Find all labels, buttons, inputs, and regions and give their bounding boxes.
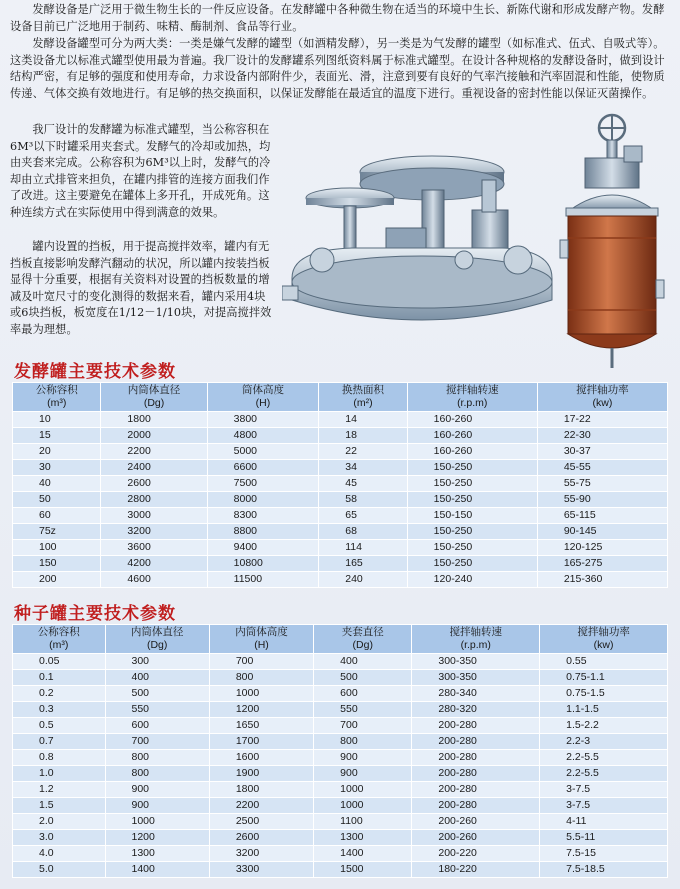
seed-header-text: (m³)	[49, 639, 69, 651]
fermenter-table-cell: 165-275	[537, 556, 667, 572]
seed-table-cell: 800	[105, 766, 209, 782]
seed-table-cell: 3.0	[13, 830, 106, 846]
seed-table-cell: 1500	[314, 862, 412, 878]
seed-header-text: 夹套直径	[341, 626, 384, 638]
fermenter-table-row	[13, 476, 668, 492]
fermenter-table-cell: 1800	[101, 412, 207, 428]
seed-table-cell: 1200	[209, 702, 313, 718]
seed-table-header	[13, 625, 668, 654]
fermenter-table-cell: 58	[319, 492, 407, 508]
seed-table-cell: 3200	[209, 846, 313, 862]
seed-table-cell: 700	[314, 718, 412, 734]
seed-table-cell: 5.5-11	[540, 830, 668, 846]
seed-header-text: (Dg)	[146, 639, 168, 651]
seed-table-row	[13, 750, 668, 766]
seed-table-cell: 300-350	[412, 654, 540, 670]
seed-header-text: 内筒体高度	[235, 626, 288, 638]
fermenter-table-cell: 4800	[207, 428, 319, 444]
fermenter-table-cell: 160-260	[407, 444, 537, 460]
seed-table-cell: 180-220	[412, 862, 540, 878]
seed-table-cell: 2.2-5.5	[540, 750, 668, 766]
seed-table-cell: 800	[209, 670, 313, 686]
fermenter-table-cell: 240	[319, 572, 407, 588]
seed-table-cell: 400	[105, 670, 209, 686]
seed-table-cell: 1000	[314, 798, 412, 814]
seed-table-row	[13, 702, 668, 718]
seed-table-cell: 500	[105, 686, 209, 702]
fermenter-table-cell: 9400	[207, 540, 319, 556]
seed-table-cell: 300-350	[412, 670, 540, 686]
seed-table-cell: 3300	[209, 862, 313, 878]
seed-table-cell: 1.5-2.2	[540, 718, 668, 734]
seed-table-cell: 7.5-15	[540, 846, 668, 862]
seed-table-cell: 0.3	[13, 702, 106, 718]
fermenter-header-text: (m³)	[47, 397, 67, 409]
copper-tank-illustration	[560, 115, 664, 368]
seed-table-cell: 2500	[209, 814, 313, 830]
seed-table-cell: 900	[105, 782, 209, 798]
seed-table-cell: 500	[314, 670, 412, 686]
seed-column-header	[105, 625, 209, 654]
seed-table-cell: 200-280	[412, 798, 540, 814]
fermenter-table-cell: 165	[319, 556, 407, 572]
fermenter-equipment-illustration	[282, 110, 672, 372]
fermenter-column-header	[101, 383, 207, 412]
fermenter-table-cell: 160-260	[407, 428, 537, 444]
fermenter-header-text: 内筒体直径	[127, 384, 181, 396]
seed-header-text: (Dg)	[352, 639, 373, 651]
fermenter-table-cell: 150-150	[407, 508, 537, 524]
intro-paragraph-2: 发酵设备罐型可分为两大类：一类是嫌气发酵的罐型（如酒精发酵），另一类是为气发酵的罐型（如标准式、伍式、自吸式等）。这类设备尤以标准式罐型使用最为普遍。我厂设计的发酵罐系列图纸资料属于标准式罐型。在设计各种规格的发酵设备时，做到设计结构严密，有足够的强度和使用寿命，力求设备内部附件少，表面光、滑，注意到要有良好的气率汽接触和汽率固混和性能，使物质传递、气体交换有效地进行。有足够的热交换面积，以保证发酵能在最适宜的温度下进行。重视设备的密封性能以保证灭菌操作。	[10, 37, 665, 100]
seed-table-cell: 400	[314, 654, 412, 670]
seed-table-cell: 1100	[314, 814, 412, 830]
fermenter-table-cell: 150-250	[407, 460, 537, 476]
seed-table-row	[13, 718, 668, 734]
fermenter-table-cell: 18	[319, 428, 407, 444]
fermenter-table-cell: 65-115	[537, 508, 667, 524]
seed-header-text: (H)	[254, 639, 269, 651]
fermenter-table-cell: 8800	[207, 524, 319, 540]
fermenter-table-row	[13, 556, 668, 572]
seed-table-cell: 1.1-1.5	[540, 702, 668, 718]
seed-table-row	[13, 654, 668, 670]
fermenter-table-row	[13, 444, 668, 460]
seed-table-row	[13, 862, 668, 878]
fermenter-table-cell: 55-75	[537, 476, 667, 492]
fermenter-table-cell: 17-22	[537, 412, 667, 428]
fermenter-table-cell: 50	[13, 492, 101, 508]
fermenter-table-cell: 34	[319, 460, 407, 476]
fermenter-table-cell: 55-90	[537, 492, 667, 508]
seed-table-row	[13, 846, 668, 862]
seed-header-row	[13, 625, 668, 654]
fermenter-table-cell: 3600	[101, 540, 207, 556]
seed-table-cell: 0.1	[13, 670, 106, 686]
fermenter-table-cell: 150-250	[407, 556, 537, 572]
fermenter-table-cell: 3200	[101, 524, 207, 540]
fermenter-table-cell: 30	[13, 460, 101, 476]
fermenter-table-cell: 150-250	[407, 540, 537, 556]
fermenter-table-cell: 150-250	[407, 476, 537, 492]
intro-paragraph-3: 我厂设计的发酵罐为标准式罐型，当公称容积在6M³以下时罐采用夹套式。发酵气的冷却或加热，均由夹套来完成。公称容积为6M³以上时，发酵气的冷却由立式排管来担负，在罐内排管的连接方面我们作了改进。这主要避免在罐体上多开孔，开成死角。这种连续方式在实际使用中得到满意的效果。	[10, 123, 271, 219]
seed-header-text: (kw)	[593, 639, 614, 651]
seed-table-cell: 300	[105, 654, 209, 670]
fermenter-table-cell: 20	[13, 444, 101, 460]
seed-table-cell: 0.75-1.1	[540, 670, 668, 686]
seed-table-cell: 0.05	[13, 654, 106, 670]
fermenter-column-header	[13, 383, 101, 412]
seed-table-cell: 4-11	[540, 814, 668, 830]
seed-table-cell: 600	[314, 686, 412, 702]
fermenter-header-text: 搅拌轴功率	[576, 384, 629, 396]
seed-table-cell: 0.8	[13, 750, 106, 766]
seed-table-cell: 700	[105, 734, 209, 750]
seed-table-cell: 1300	[314, 830, 412, 846]
fermenter-specs-table	[12, 382, 668, 588]
seed-table-cell: 1000	[314, 782, 412, 798]
seed-column-header	[209, 625, 313, 654]
seed-table-cell: 2200	[209, 798, 313, 814]
fermenter-table-cell: 2600	[101, 476, 207, 492]
seed-table-cell: 0.55	[540, 654, 668, 670]
seed-table-cell: 280-340	[412, 686, 540, 702]
seed-table-cell: 0.75-1.5	[540, 686, 668, 702]
seed-table-cell: 200-280	[412, 750, 540, 766]
fermenter-table-cell: 14	[319, 412, 407, 428]
fermenter-table-row	[13, 412, 668, 428]
seed-header-text: 内筒体直径	[130, 626, 184, 638]
fermenter-table-header	[13, 383, 668, 412]
fermenter-table-cell: 2400	[101, 460, 207, 476]
seed-table-cell: 2.2-5.5	[540, 766, 668, 782]
fermenter-table-cell: 68	[319, 524, 407, 540]
fermenter-header-text: 换热面积	[341, 384, 384, 396]
intro-paragraph-1: 发酵设备是广泛用于微生物生长的一件反应设备。在发酵罐中各种微生物在适当的环境中生长、新陈代谢和形成发酵产物。发酵设备目前已广泛地用于制药、味精、酶制剂、食品等行业。	[10, 3, 665, 33]
seed-table-cell: 200-220	[412, 846, 540, 862]
seed-table-cell: 1400	[314, 846, 412, 862]
fermenter-table-body	[13, 412, 668, 588]
fermenter-header-text: (m²)	[353, 397, 373, 409]
seed-table-cell: 900	[314, 750, 412, 766]
seed-column-header	[314, 625, 412, 654]
seed-table-row	[13, 734, 668, 750]
fermenter-table-cell: 160-260	[407, 412, 537, 428]
seed-table-cell: 600	[105, 718, 209, 734]
seed-table-cell: 1.5	[13, 798, 106, 814]
fermenter-group-illustration	[282, 156, 552, 320]
fermenter-table-cell: 120-125	[537, 540, 667, 556]
seed-table-row	[13, 670, 668, 686]
fermenter-table-cell: 2800	[101, 492, 207, 508]
fermenter-table-cell: 150	[13, 556, 101, 572]
seed-table-cell: 550	[105, 702, 209, 718]
seed-table-cell: 1000	[209, 686, 313, 702]
fermenter-table-cell: 40	[13, 476, 101, 492]
fermenter-table-cell: 11500	[207, 572, 319, 588]
fermenter-table-cell: 75z	[13, 524, 101, 540]
fermenter-header-text: (H)	[255, 397, 271, 409]
seed-table-row	[13, 766, 668, 782]
seed-table-cell: 1700	[209, 734, 313, 750]
fermenter-table-cell: 215-360	[537, 572, 667, 588]
seed-table-cell: 3-7.5	[540, 782, 668, 798]
fermenter-table-cell: 150-250	[407, 492, 537, 508]
seed-table-cell: 1.2	[13, 782, 106, 798]
fermenter-table-cell: 4600	[101, 572, 207, 588]
fermenter-table-cell: 10800	[207, 556, 319, 572]
seed-table-body	[13, 654, 668, 878]
seed-table-cell: 5.0	[13, 862, 106, 878]
seed-table-cell: 1400	[105, 862, 209, 878]
fermenter-table-cell: 10	[13, 412, 101, 428]
fermenter-column-header	[537, 383, 667, 412]
seed-table-cell: 700	[209, 654, 313, 670]
fermenter-table-cell: 114	[319, 540, 407, 556]
fermenter-column-header	[407, 383, 537, 412]
fermenter-table-row	[13, 428, 668, 444]
seed-table-cell: 800	[314, 734, 412, 750]
fermenter-table-cell: 65	[319, 508, 407, 524]
seed-column-header	[540, 625, 668, 654]
seed-table-cell: 1900	[209, 766, 313, 782]
seed-table-cell: 200-280	[412, 782, 540, 798]
seed-table-cell: 0.5	[13, 718, 106, 734]
seed-table-cell: 3-7.5	[540, 798, 668, 814]
seed-table-cell: 200-260	[412, 830, 540, 846]
seed-table-row	[13, 798, 668, 814]
seed-table-cell: 1200	[105, 830, 209, 846]
fermenter-table-cell: 22	[319, 444, 407, 460]
seed-table-cell: 1650	[209, 718, 313, 734]
fermenter-header-row	[13, 383, 668, 412]
seed-table-cell: 200-280	[412, 734, 540, 750]
seed-table-cell: 800	[105, 750, 209, 766]
seed-header-text: 搅拌轴功率	[577, 626, 630, 638]
fermenter-table-cell: 2200	[101, 444, 207, 460]
fermenter-table-row	[13, 540, 668, 556]
fermenter-header-text: (r.p.m)	[457, 397, 488, 409]
fermenter-table-cell: 200	[13, 572, 101, 588]
fermenter-table-row	[13, 508, 668, 524]
seed-table-cell: 2.2-3	[540, 734, 668, 750]
fermenter-column-header	[319, 383, 407, 412]
fermenter-table-cell: 8300	[207, 508, 319, 524]
fermenter-table-cell: 22-30	[537, 428, 667, 444]
seed-table-cell: 2600	[209, 830, 313, 846]
seed-table-cell: 550	[314, 702, 412, 718]
fermenter-table-row	[13, 572, 668, 588]
seed-table-cell: 0.7	[13, 734, 106, 750]
fermenter-table-cell: 2000	[101, 428, 207, 444]
fermenter-table-cell: 45	[319, 476, 407, 492]
seed-table-cell: 7.5-18.5	[540, 862, 668, 878]
fermenter-table-cell: 30-37	[537, 444, 667, 460]
seed-table-cell: 1000	[105, 814, 209, 830]
seed-table-cell: 0.2	[13, 686, 106, 702]
fermenter-header-text: (Dg)	[143, 397, 165, 409]
seed-table-cell: 900	[314, 766, 412, 782]
seed-header-text: 搅拌轴转速	[449, 626, 503, 638]
fermenter-header-text: (kw)	[592, 397, 613, 409]
seed-table-row	[13, 782, 668, 798]
seed-tank-specs-title: 种子罐主要技术参数	[14, 604, 176, 624]
fermenter-table-cell: 150-250	[407, 524, 537, 540]
fermenter-column-header	[207, 383, 319, 412]
seed-column-header	[13, 625, 106, 654]
fermenter-specs-title: 发酵罐主要技术参数	[14, 362, 176, 382]
fermenter-table-row	[13, 492, 668, 508]
fermenter-table-cell: 15	[13, 428, 101, 444]
seed-table-cell: 200-280	[412, 718, 540, 734]
seed-table-cell: 1.0	[13, 766, 106, 782]
fermenter-table-cell: 3800	[207, 412, 319, 428]
seed-table-row	[13, 830, 668, 846]
seed-table-cell: 280-320	[412, 702, 540, 718]
seed-header-text: (r.p.m)	[460, 639, 491, 651]
fermenter-table-cell: 60	[13, 508, 101, 524]
fermenter-table-cell: 7500	[207, 476, 319, 492]
seed-column-header	[412, 625, 540, 654]
fermenter-table-cell: 90-145	[537, 524, 667, 540]
fermenter-header-text: 公称容积	[35, 384, 78, 396]
fermenter-header-text: 筒体高度	[241, 384, 284, 396]
fermenter-table-cell: 6600	[207, 460, 319, 476]
fermenter-table-cell: 5000	[207, 444, 319, 460]
seed-table-cell: 1600	[209, 750, 313, 766]
seed-table-cell: 200-280	[412, 766, 540, 782]
fermenter-header-text: 搅拌轴转速	[445, 384, 499, 396]
seed-table-row	[13, 814, 668, 830]
fermenter-table-row	[13, 460, 668, 476]
fermenter-table-cell: 3000	[101, 508, 207, 524]
seed-table-cell: 1300	[105, 846, 209, 862]
seed-table-cell: 4.0	[13, 846, 106, 862]
fermenter-table-cell: 8000	[207, 492, 319, 508]
intro-paragraph-4: 罐内设置的挡板，用于提高搅拌效率，罐内有无挡板直接影响发酵汽翻动的状况，所以罐内按装挡板显得十分重要，根据有关资料对设置的挡板数量的增减及叶宽尺寸的变化测得的数据来看，罐内采用4块或6块挡板，板宽度在1/12－1/10块，对提高搅拌效率最为理想。	[10, 240, 272, 336]
fermenter-table-cell: 4200	[101, 556, 207, 572]
seed-tank-specs-table	[12, 624, 668, 878]
seed-table-row	[13, 686, 668, 702]
seed-table-cell: 200-260	[412, 814, 540, 830]
seed-table-cell: 2.0	[13, 814, 106, 830]
seed-header-text: 公称容积	[37, 626, 80, 638]
seed-table-cell: 1800	[209, 782, 313, 798]
fermenter-table-cell: 45-55	[537, 460, 667, 476]
seed-table-cell: 900	[105, 798, 209, 814]
fermenter-table-cell: 100	[13, 540, 101, 556]
fermenter-table-cell: 120-240	[407, 572, 537, 588]
fermenter-table-row	[13, 524, 668, 540]
